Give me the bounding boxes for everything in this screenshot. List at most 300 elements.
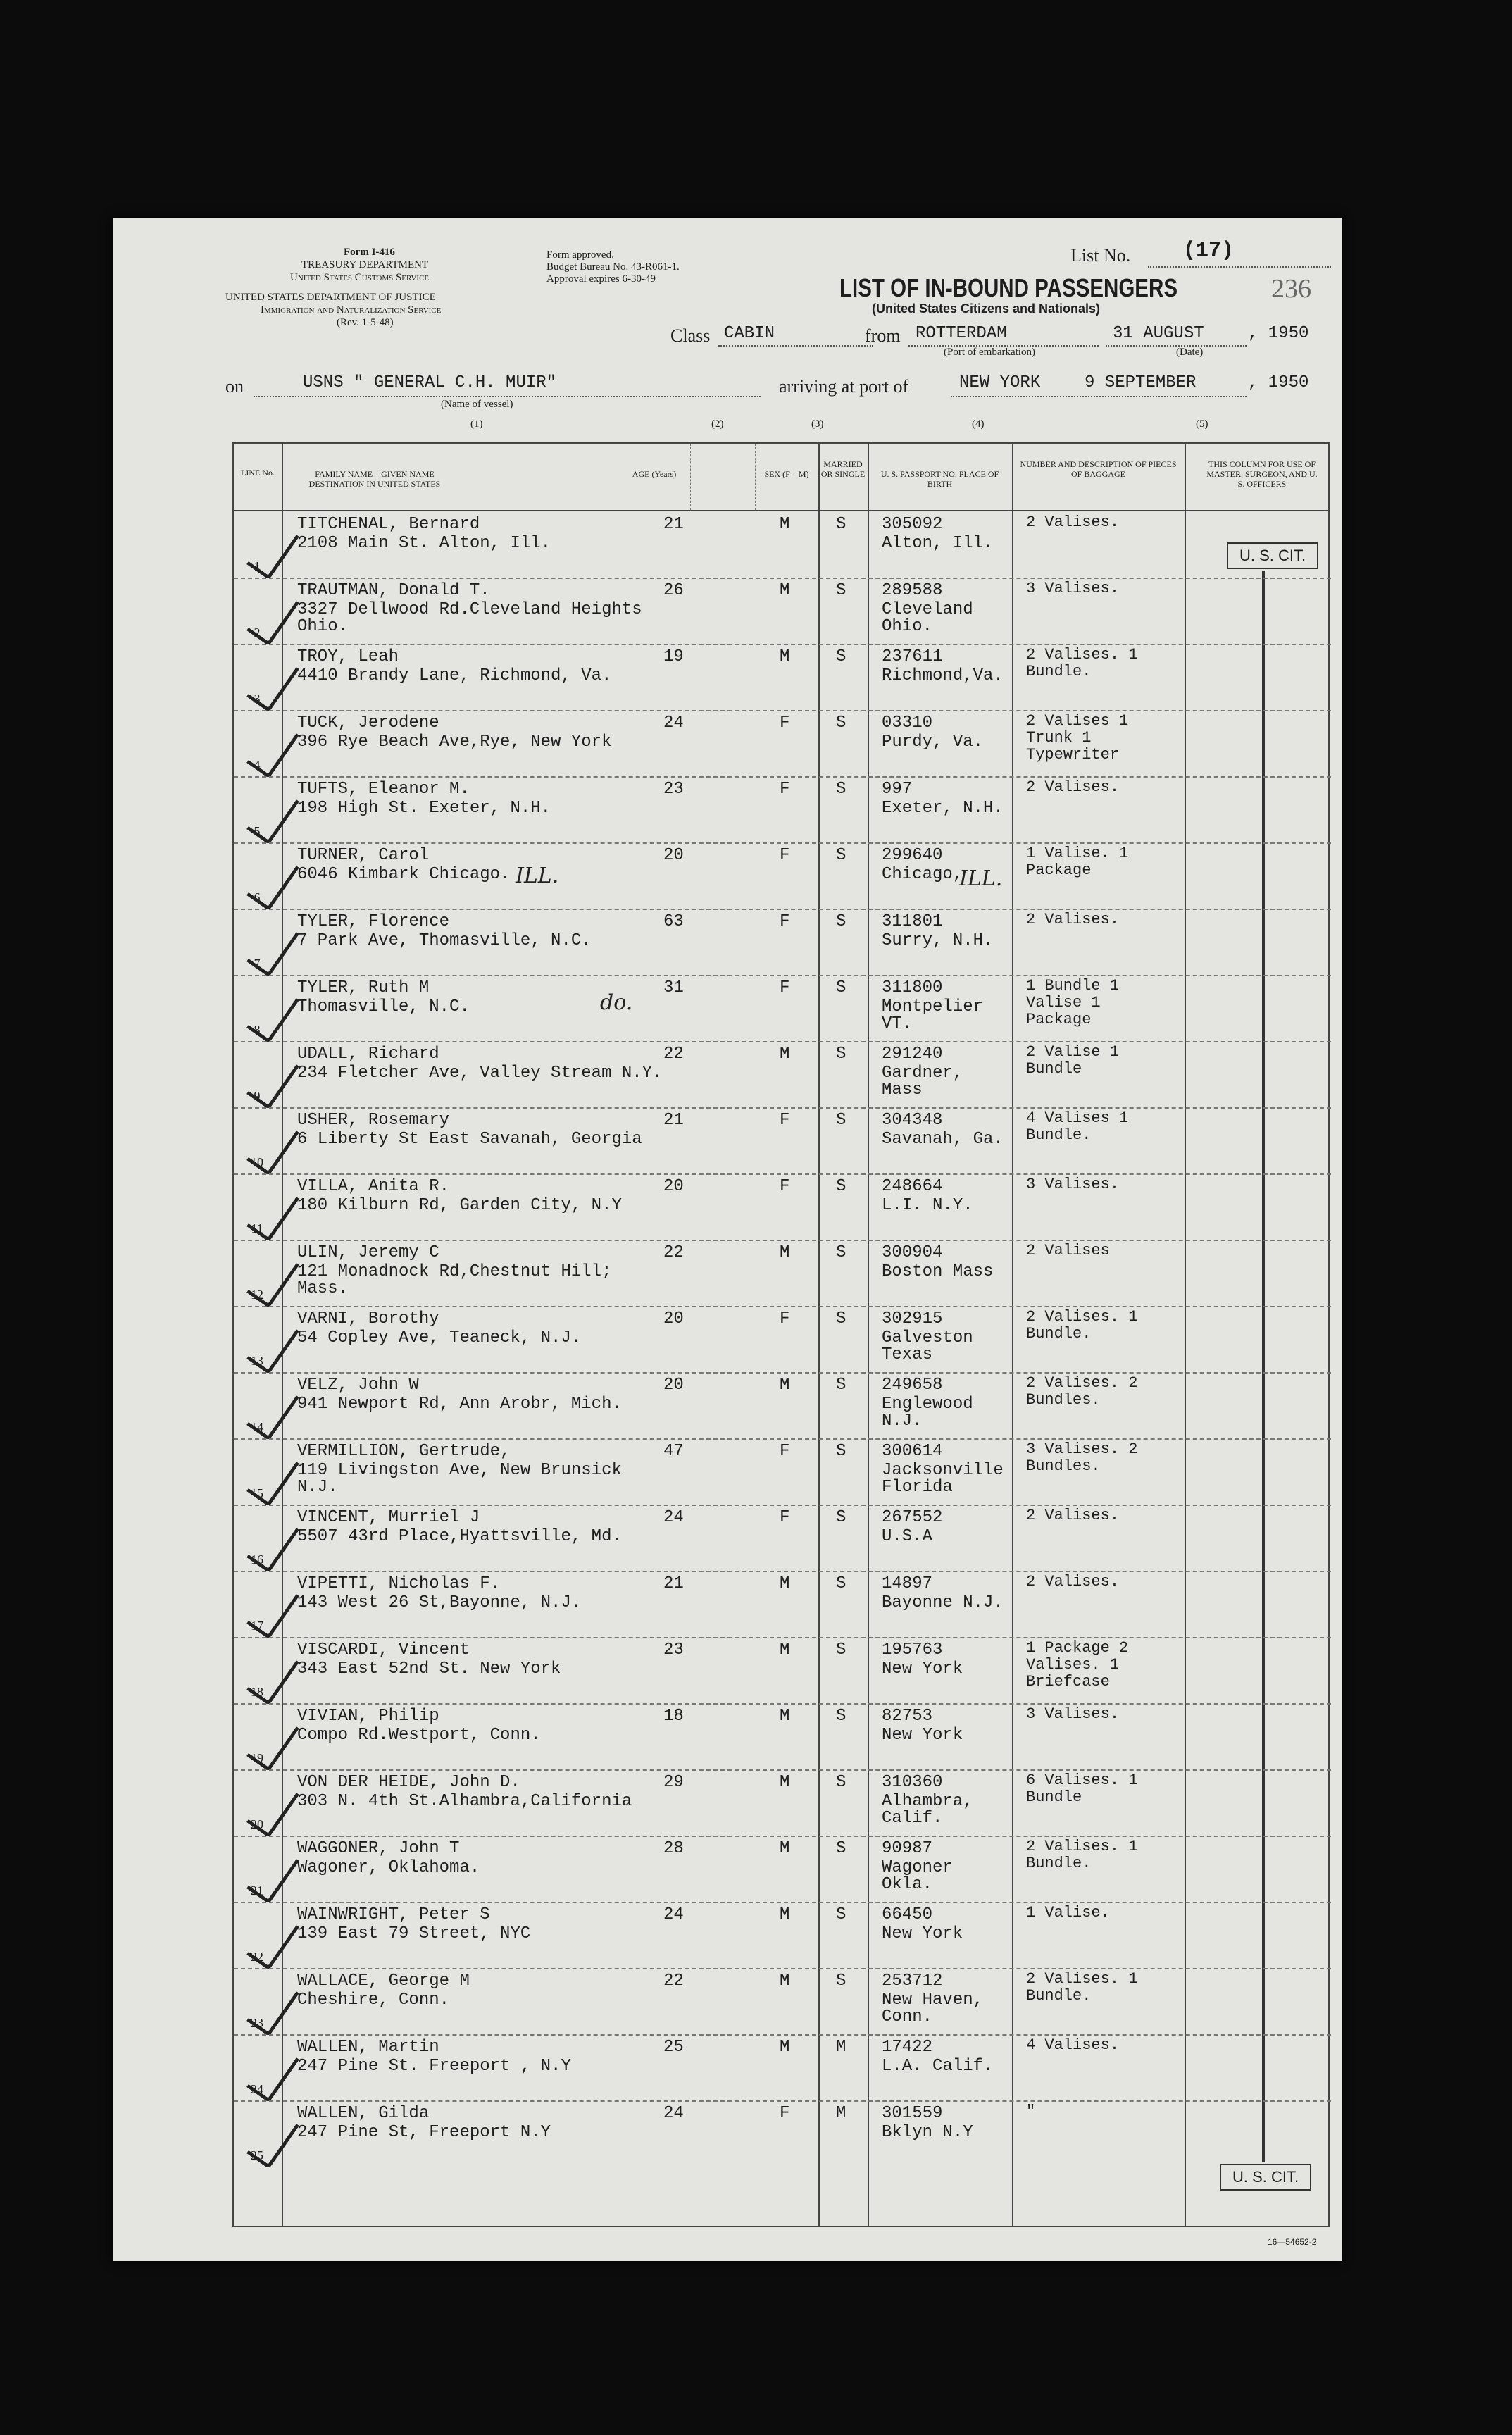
sex: F bbox=[780, 1309, 790, 1328]
marital-status: S bbox=[836, 581, 846, 600]
table-row bbox=[234, 1836, 1331, 1902]
marital-status: S bbox=[836, 1640, 846, 1659]
handwritten-ill-birth: ILL. bbox=[959, 866, 1003, 891]
passport-number: 311801 bbox=[882, 912, 943, 931]
place-of-birth: L.A. Calif. bbox=[882, 2057, 994, 2076]
line-number: 14 bbox=[251, 1420, 263, 1434]
passport-number: 997 bbox=[882, 780, 913, 799]
destination-address: 6 Liberty St East Savanah, Georgia bbox=[297, 1130, 642, 1149]
marital-status: S bbox=[836, 978, 846, 997]
handwritten-ill-note: ILL. bbox=[516, 864, 559, 888]
table-row bbox=[234, 909, 1331, 975]
marital-status: S bbox=[836, 912, 846, 931]
marital-status: S bbox=[836, 1905, 846, 1924]
table-row bbox=[234, 1173, 1331, 1240]
passenger-name: TRAUTMAN, Donald T. bbox=[297, 581, 490, 600]
sex: F bbox=[780, 780, 790, 799]
sex: M bbox=[780, 647, 790, 666]
line-number: 24 bbox=[251, 2082, 263, 2096]
line-number: 2 bbox=[254, 625, 261, 640]
sex: F bbox=[780, 912, 790, 931]
sex: F bbox=[780, 978, 790, 997]
age: 24 bbox=[663, 714, 684, 733]
place-of-birth: New York bbox=[882, 1659, 963, 1679]
age: 22 bbox=[663, 1045, 684, 1064]
place-of-birth: Cleveland Ohio. bbox=[882, 600, 973, 636]
passenger-name: VINCENT, Murriel J bbox=[297, 1508, 480, 1527]
destination-address: 6046 Kimbark Chicago. bbox=[297, 865, 511, 884]
passport-number: 289588 bbox=[882, 581, 943, 600]
baggage: 1 Valise. 1 Package bbox=[1026, 845, 1129, 879]
baggage: 3 Valises. bbox=[1026, 1705, 1120, 1723]
destination-address: 139 East 79 Street, NYC bbox=[297, 1924, 531, 1943]
passport-number: 301559 bbox=[882, 2104, 943, 2123]
age: 29 bbox=[663, 1773, 684, 1792]
page-number: 236 bbox=[1271, 274, 1311, 304]
marital-status: S bbox=[836, 780, 846, 799]
destination-address: Wagoner, Oklahoma. bbox=[297, 1858, 480, 1877]
passport-number: 304348 bbox=[882, 1111, 943, 1130]
passport-number: 291240 bbox=[882, 1045, 943, 1064]
column-number-2: (2) bbox=[711, 418, 724, 430]
destination-address: 2108 Main St. Alton, Ill. bbox=[297, 534, 551, 553]
place-of-birth: Wagoner Okla. bbox=[882, 1858, 953, 1894]
table-row bbox=[234, 1703, 1331, 1769]
baggage: 3 Valises. 2 Bundles. bbox=[1026, 1440, 1138, 1475]
passenger-name: VILLA, Anita R. bbox=[297, 1177, 450, 1196]
vessel-name: USNS " GENERAL C.H. MUIR" bbox=[303, 373, 557, 392]
document-title: LIST OF IN-BOUND PASSENGERS bbox=[839, 273, 1178, 302]
table-row bbox=[234, 1968, 1331, 2034]
table-row bbox=[234, 2034, 1331, 2100]
table-row bbox=[234, 710, 1331, 776]
header-passport: U. S. PASSPORT NO. PLACE OF BIRTH bbox=[880, 469, 999, 489]
passport-number: 82753 bbox=[882, 1707, 933, 1726]
baggage: 1 Package 2 Valises. 1 Briefcase bbox=[1026, 1639, 1129, 1690]
age: 21 bbox=[663, 515, 684, 534]
line-number: 17 bbox=[251, 1619, 263, 1633]
list-number-value: (17) bbox=[1183, 239, 1235, 263]
passenger-name: VON DER HEIDE, John D. bbox=[297, 1773, 520, 1792]
baggage: 2 Valises. 1 Bundle. bbox=[1026, 1308, 1138, 1343]
baggage: 2 Valises. bbox=[1026, 513, 1120, 531]
place-of-birth: Surry, N.H. bbox=[882, 931, 994, 950]
age: 28 bbox=[663, 1839, 684, 1858]
baggage: 1 Bundle 1 Valise 1 Package bbox=[1026, 977, 1120, 1028]
arrival-year: , 1950 bbox=[1248, 373, 1309, 392]
baggage: " bbox=[1026, 2103, 1036, 2120]
passport-number: 302915 bbox=[882, 1309, 943, 1328]
destination-address: 941 Newport Rd, Ann Arobr, Mich. bbox=[297, 1395, 622, 1414]
destination-address: 180 Kilburn Rd, Garden City, N.Y bbox=[297, 1196, 622, 1215]
table-row bbox=[234, 644, 1331, 710]
marital-status: S bbox=[836, 515, 846, 534]
line-number: 8 bbox=[254, 1023, 261, 1037]
destination-address: 247 Pine St. Freeport , N.Y bbox=[297, 2057, 571, 2076]
us-citizen-stamp-top: U. S. CIT. bbox=[1227, 542, 1318, 569]
passenger-name: TURNER, Carol bbox=[297, 846, 430, 865]
handwritten-ditto-note: do. bbox=[600, 990, 633, 1015]
document-subtitle: (United States Citizens and Nationals) bbox=[872, 301, 1101, 316]
destination-address: 5507 43rd Place,Hyattsville, Md. bbox=[297, 1527, 622, 1546]
arrival-port: NEW YORK bbox=[959, 373, 1041, 392]
passenger-name: TUFTS, Eleanor M. bbox=[297, 780, 470, 799]
from-label: from bbox=[865, 325, 901, 346]
passenger-name: WALLEN, Martin bbox=[297, 2038, 439, 2057]
age: 31 bbox=[663, 978, 684, 997]
table-row bbox=[234, 1505, 1331, 1571]
place-of-birth: U.S.A bbox=[882, 1527, 933, 1546]
line-number: 20 bbox=[251, 1817, 263, 1831]
sex: M bbox=[780, 1640, 790, 1659]
place-of-birth: Boston Mass bbox=[882, 1262, 994, 1281]
destination-address: 198 High St. Exeter, N.H. bbox=[297, 799, 551, 818]
passenger-name: ULIN, Jeremy C bbox=[297, 1243, 439, 1262]
line-number: 15 bbox=[251, 1486, 263, 1500]
passenger-name: VERMILLION, Gertrude, bbox=[297, 1442, 511, 1461]
passport-number: 310360 bbox=[882, 1773, 943, 1792]
marital-status: S bbox=[836, 1707, 846, 1726]
passenger-name: WALLACE, George M bbox=[297, 1972, 470, 1991]
list-number-label: List No. bbox=[1070, 245, 1131, 266]
passport-number: 248664 bbox=[882, 1177, 943, 1196]
line-number: 3 bbox=[254, 692, 261, 706]
line-number: 6 bbox=[254, 890, 261, 904]
baggage: 6 Valises. 1 Bundle bbox=[1026, 1771, 1138, 1806]
line-number: 4 bbox=[254, 758, 261, 772]
marital-status: M bbox=[836, 2038, 846, 2057]
line-number: 10 bbox=[251, 1155, 263, 1169]
age: 18 bbox=[663, 1707, 684, 1726]
passport-number: 299640 bbox=[882, 846, 943, 865]
marital-status: S bbox=[836, 647, 846, 666]
table-row bbox=[234, 842, 1331, 909]
line-number: 11 bbox=[251, 1221, 263, 1235]
line-number: 1 bbox=[254, 559, 261, 573]
sex: M bbox=[780, 1376, 790, 1395]
marital-status: S bbox=[836, 1773, 846, 1792]
marital-status: S bbox=[836, 1177, 846, 1196]
header-age: AGE (Years) bbox=[632, 469, 677, 479]
header-married: MARRIED OR SINGLE bbox=[820, 459, 866, 479]
sex: M bbox=[780, 1773, 790, 1792]
header-sex: SEX (F—M) bbox=[764, 469, 809, 479]
line-number: 25 bbox=[251, 2148, 263, 2162]
destination-address: 4410 Brandy Lane, Richmond, Va. bbox=[297, 666, 612, 685]
sex: M bbox=[780, 1574, 790, 1593]
baggage: 2 Valises. 1 Bundle. bbox=[1026, 646, 1138, 680]
justice-department: UNITED STATES DEPARTMENT OF JUSTICE bbox=[225, 292, 436, 303]
us-citizen-stamp-bottom: U. S. CIT. bbox=[1220, 2164, 1311, 2191]
header-baggage: NUMBER AND DESCRIPTION OF PIECES OF BAGGAGE bbox=[1020, 459, 1177, 479]
place-of-birth: New York bbox=[882, 1726, 963, 1745]
passenger-name: TYLER, Florence bbox=[297, 912, 450, 931]
place-of-birth: Montpelier VT. bbox=[882, 997, 984, 1033]
destination-address: 303 N. 4th St.Alhambra,California bbox=[297, 1792, 632, 1811]
immigration-service: Immigration and Naturalization Service bbox=[261, 304, 442, 316]
baggage: 3 Valises. bbox=[1026, 1176, 1120, 1193]
passport-number: 66450 bbox=[882, 1905, 933, 1924]
line-number: 13 bbox=[251, 1354, 263, 1368]
baggage: 2 Valise 1 Bundle bbox=[1026, 1043, 1120, 1078]
passport-number: 311800 bbox=[882, 978, 943, 997]
place-of-birth: New Haven, Conn. bbox=[882, 1991, 984, 2026]
baggage: 2 Valises. bbox=[1026, 778, 1120, 796]
marital-status: S bbox=[836, 1376, 846, 1395]
form-number: Form I-416 bbox=[344, 247, 395, 258]
header-master-column: THIS COLUMN FOR USE OF MASTER, SURGEON, AND U. S. OFFICERS bbox=[1206, 459, 1318, 489]
table-row bbox=[234, 578, 1331, 644]
line-number: 23 bbox=[251, 2016, 263, 2030]
destination-address: Compo Rd.Westport, Conn. bbox=[297, 1726, 541, 1745]
marital-status: S bbox=[836, 1508, 846, 1527]
departure-date: 31 AUGUST bbox=[1113, 324, 1204, 343]
destination-address: 54 Copley Ave, Teaneck, N.J. bbox=[297, 1328, 582, 1347]
table-row bbox=[234, 1769, 1331, 1836]
passport-number: 305092 bbox=[882, 515, 943, 534]
table-row bbox=[234, 2100, 1331, 2167]
baggage: 2 Valises bbox=[1026, 1242, 1110, 1259]
treasury-department: TREASURY DEPARTMENT bbox=[301, 259, 429, 270]
place-of-birth: Chicago, bbox=[882, 865, 963, 884]
age: 20 bbox=[663, 1309, 684, 1328]
baggage: 2 Valises. 2 Bundles. bbox=[1026, 1374, 1138, 1409]
arriving-label: arriving at port of bbox=[779, 376, 909, 397]
baggage: 1 Valise. bbox=[1026, 1904, 1110, 1922]
place-of-birth: Alton, Ill. bbox=[882, 534, 994, 553]
destination-address: 7 Park Ave, Thomasville, N.C. bbox=[297, 931, 592, 950]
sex: F bbox=[780, 846, 790, 865]
age: 19 bbox=[663, 647, 684, 666]
line-number: 16 bbox=[251, 1552, 263, 1567]
customs-service: United States Customs Service bbox=[290, 272, 430, 283]
place-of-birth: L.I. N.Y. bbox=[882, 1196, 973, 1215]
column-number-4: (4) bbox=[972, 418, 985, 430]
marital-status: S bbox=[836, 1111, 846, 1130]
sex: M bbox=[780, 1045, 790, 1064]
age: 63 bbox=[663, 912, 684, 931]
sex: F bbox=[780, 1177, 790, 1196]
departure-year: , 1950 bbox=[1248, 324, 1309, 343]
table-row bbox=[234, 776, 1331, 842]
table-row bbox=[234, 1571, 1331, 1637]
sex: M bbox=[780, 515, 790, 534]
sex: M bbox=[780, 1972, 790, 1991]
vessel-caption: (Name of vessel) bbox=[441, 399, 513, 410]
arrival-date: 9 SEPTEMBER bbox=[1085, 373, 1197, 392]
place-of-birth: Exeter, N.H. bbox=[882, 799, 1004, 818]
approval-expiry: Approval expires 6-30-49 bbox=[546, 273, 656, 285]
passenger-name: WAGGONER, John T bbox=[297, 1839, 460, 1858]
sex: F bbox=[780, 2104, 790, 2123]
marital-status: S bbox=[836, 1574, 846, 1593]
age: 24 bbox=[663, 2104, 684, 2123]
sex: M bbox=[780, 1905, 790, 1924]
table-row bbox=[234, 1240, 1331, 1306]
on-label: on bbox=[225, 376, 244, 397]
table-row bbox=[234, 511, 1331, 578]
passenger-name: TYLER, Ruth M bbox=[297, 978, 430, 997]
passenger-name: TUCK, Jerodene bbox=[297, 714, 439, 733]
marital-status: S bbox=[836, 1442, 846, 1461]
form-revision: (Rev. 1-5-48) bbox=[337, 317, 394, 328]
destination-address: 3327 Dellwood Rd.Cleveland Heights Ohio. bbox=[297, 600, 642, 636]
passenger-name: VARNI, Borothy bbox=[297, 1309, 439, 1328]
sex: M bbox=[780, 1839, 790, 1858]
header-name: FAMILY NAME—GIVEN NAME DESTINATION IN UNITED STATES bbox=[308, 469, 441, 489]
place-of-birth: Savanah, Ga. bbox=[882, 1130, 1004, 1149]
line-number: 12 bbox=[251, 1288, 263, 1302]
baggage: 3 Valises. bbox=[1026, 580, 1120, 597]
place-of-birth: Gardner, Mass bbox=[882, 1064, 963, 1100]
passport-number: 249658 bbox=[882, 1376, 943, 1395]
header-line-no: LINE No. bbox=[241, 468, 275, 478]
sex: F bbox=[780, 1442, 790, 1461]
line-number: 21 bbox=[251, 1883, 263, 1898]
sex: M bbox=[780, 1707, 790, 1726]
passport-number: 267552 bbox=[882, 1508, 943, 1527]
age: 20 bbox=[663, 846, 684, 865]
baggage: 2 Valises. bbox=[1026, 1573, 1120, 1590]
form-approved: Form approved. bbox=[546, 249, 614, 261]
passenger-table bbox=[232, 442, 1330, 2227]
column-number-1: (1) bbox=[470, 418, 483, 430]
form-code: 16—54652-2 bbox=[1268, 2237, 1317, 2247]
marital-status: S bbox=[836, 846, 846, 865]
age: 22 bbox=[663, 1972, 684, 1991]
place-of-birth: Bklyn N.Y bbox=[882, 2123, 973, 2142]
passenger-name: USHER, Rosemary bbox=[297, 1111, 450, 1130]
budget-bureau: Budget Bureau No. 43-R061-1. bbox=[546, 261, 680, 273]
column-number-5: (5) bbox=[1196, 418, 1208, 430]
baggage: 2 Valises. 1 Bundle. bbox=[1026, 1970, 1138, 2005]
age: 20 bbox=[663, 1376, 684, 1395]
sex: M bbox=[780, 2038, 790, 2057]
embarkation-port: ROTTERDAM bbox=[916, 324, 1007, 343]
place-of-birth: New York bbox=[882, 1924, 963, 1943]
place-of-birth: Englewood N.J. bbox=[882, 1395, 973, 1431]
table-row bbox=[234, 1041, 1331, 1107]
marital-status: S bbox=[836, 714, 846, 733]
destination-address: Thomasville, N.C. bbox=[297, 997, 470, 1016]
passport-number: 03310 bbox=[882, 714, 933, 733]
destination-address: Cheshire, Conn. bbox=[297, 1991, 450, 2010]
manifest-page bbox=[113, 218, 1342, 2261]
sex: F bbox=[780, 714, 790, 733]
passport-number: 253712 bbox=[882, 1972, 943, 1991]
age: 22 bbox=[663, 1243, 684, 1262]
table-row bbox=[234, 1306, 1331, 1372]
table-row bbox=[234, 1637, 1331, 1703]
baggage: 4 Valises 1 Bundle. bbox=[1026, 1109, 1129, 1144]
port-embarkation-caption: (Port of embarkation) bbox=[944, 347, 1035, 358]
baggage: 2 Valises. bbox=[1026, 911, 1120, 928]
place-of-birth: Bayonne N.J. bbox=[882, 1593, 1004, 1612]
line-number: 7 bbox=[254, 957, 261, 971]
passenger-name: TITCHENAL, Bernard bbox=[297, 515, 480, 534]
destination-address: 121 Monadnock Rd,Chestnut Hill; Mass. bbox=[297, 1262, 612, 1298]
place-of-birth: Purdy, Va. bbox=[882, 733, 984, 752]
age: 23 bbox=[663, 780, 684, 799]
destination-address: 247 Pine St, Freeport N.Y bbox=[297, 2123, 551, 2142]
line-number: 19 bbox=[251, 1751, 263, 1765]
marital-status: S bbox=[836, 1839, 846, 1858]
table-row bbox=[234, 1107, 1331, 1173]
destination-address: 143 West 26 St,Bayonne, N.J. bbox=[297, 1593, 582, 1612]
passport-number: 237611 bbox=[882, 647, 943, 666]
table-row bbox=[234, 1438, 1331, 1505]
age: 47 bbox=[663, 1442, 684, 1461]
baggage: 4 Valises. bbox=[1026, 2036, 1120, 2054]
age: 23 bbox=[663, 1640, 684, 1659]
baggage: 2 Valises. 1 Bundle. bbox=[1026, 1838, 1138, 1872]
passenger-name: WAINWRIGHT, Peter S bbox=[297, 1905, 490, 1924]
passenger-name: TROY, Leah bbox=[297, 647, 399, 666]
place-of-birth: Alhambra, Calif. bbox=[882, 1792, 973, 1828]
age: 24 bbox=[663, 1905, 684, 1924]
passport-number: 90987 bbox=[882, 1839, 933, 1858]
column-number-3: (3) bbox=[811, 418, 824, 430]
line-number: 5 bbox=[254, 824, 261, 838]
sex: M bbox=[780, 1243, 790, 1262]
marital-status: S bbox=[836, 1972, 846, 1991]
sex: F bbox=[780, 1111, 790, 1130]
age: 24 bbox=[663, 1508, 684, 1527]
table-row bbox=[234, 1372, 1331, 1438]
sex: F bbox=[780, 1508, 790, 1527]
table-row bbox=[234, 1902, 1331, 1968]
marital-status: S bbox=[836, 1045, 846, 1064]
destination-address: 119 Livingston Ave, New Brunsick N.J. bbox=[297, 1461, 622, 1497]
line-number: 18 bbox=[251, 1685, 263, 1699]
age: 21 bbox=[663, 1111, 684, 1130]
baggage: 2 Valises 1 Trunk 1 Typewriter bbox=[1026, 712, 1129, 764]
destination-address: 234 Fletcher Ave, Valley Stream N.Y. bbox=[297, 1064, 663, 1083]
place-of-birth: Jacksonville Florida bbox=[882, 1461, 1004, 1497]
marital-status: S bbox=[836, 1243, 846, 1262]
age: 20 bbox=[663, 1177, 684, 1196]
passenger-name: VELZ, John W bbox=[297, 1376, 419, 1395]
age: 21 bbox=[663, 1574, 684, 1593]
table-row bbox=[234, 975, 1331, 1041]
passenger-name: UDALL, Richard bbox=[297, 1045, 439, 1064]
place-of-birth: Galveston Texas bbox=[882, 1328, 973, 1364]
line-number: 9 bbox=[254, 1089, 261, 1103]
sex: M bbox=[780, 581, 790, 600]
class-label: Class bbox=[670, 325, 711, 346]
destination-address: 343 East 52nd St. New York bbox=[297, 1659, 561, 1679]
passenger-name: WALLEN, Gilda bbox=[297, 2104, 430, 2123]
passenger-name: VIPETTI, Nicholas F. bbox=[297, 1574, 501, 1593]
passenger-name: VIVIAN, Philip bbox=[297, 1707, 439, 1726]
marital-status: M bbox=[836, 2104, 846, 2123]
passport-number: 300904 bbox=[882, 1243, 943, 1262]
passenger-name: VISCARDI, Vincent bbox=[297, 1640, 470, 1659]
passport-number: 300614 bbox=[882, 1442, 943, 1461]
marital-status: S bbox=[836, 1309, 846, 1328]
line-number: 22 bbox=[251, 1950, 263, 1964]
date-caption: (Date) bbox=[1176, 347, 1204, 358]
age: 26 bbox=[663, 581, 684, 600]
passport-number: 17422 bbox=[882, 2038, 933, 2057]
place-of-birth: Richmond,Va. bbox=[882, 666, 1004, 685]
destination-address: 396 Rye Beach Ave,Rye, New York bbox=[297, 733, 612, 752]
passport-number: 14897 bbox=[882, 1574, 933, 1593]
age: 25 bbox=[663, 2038, 684, 2057]
baggage: 2 Valises. bbox=[1026, 1507, 1120, 1524]
class-value: CABIN bbox=[724, 324, 775, 343]
passport-number: 195763 bbox=[882, 1640, 943, 1659]
